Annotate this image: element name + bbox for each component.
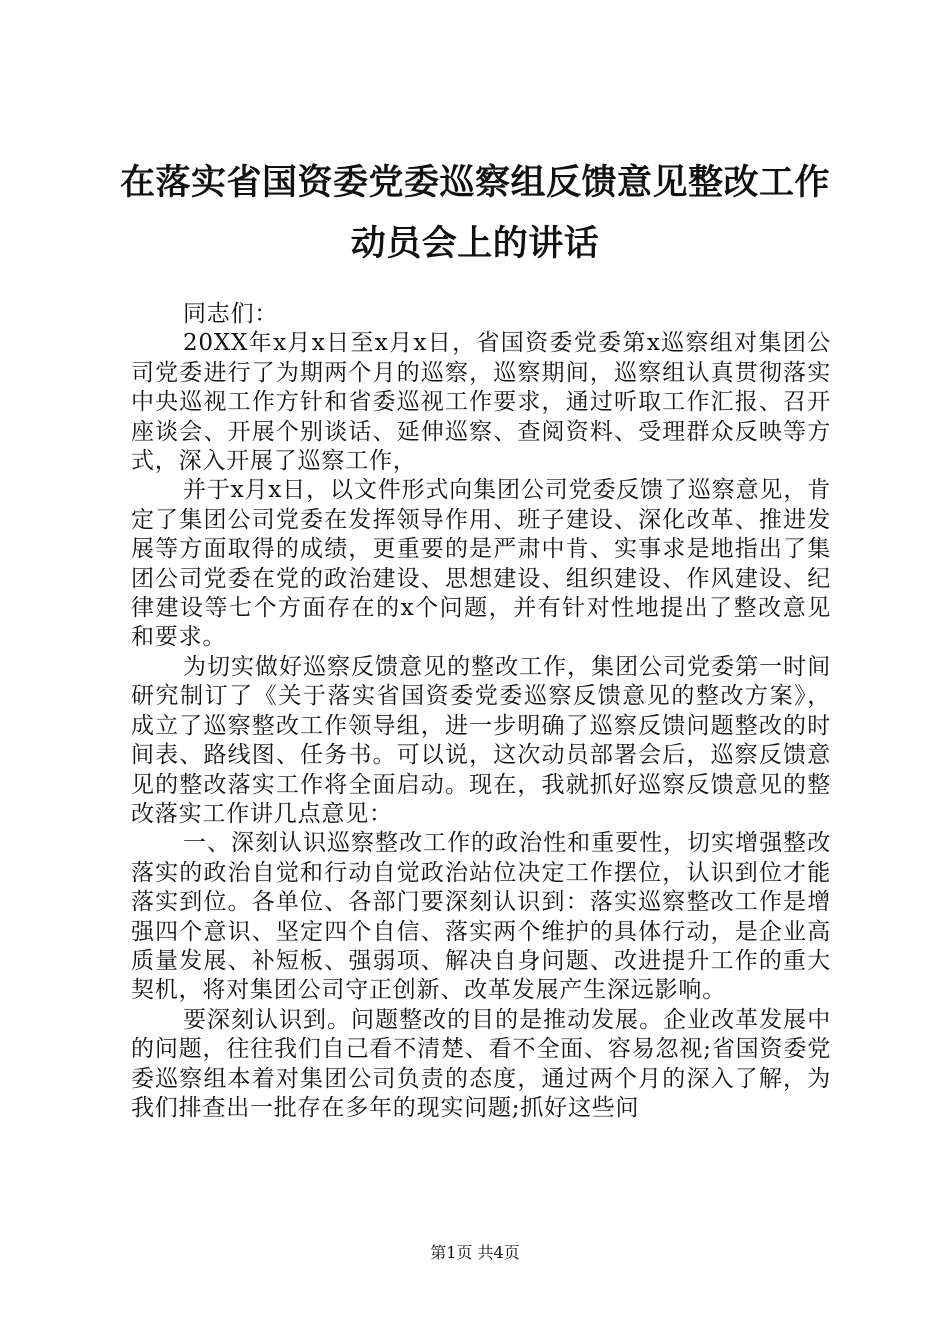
page-footer: 第1页 共4页: [430, 1243, 520, 1262]
paragraph: 要深刻认识到。问题整改的目的是推动发展。企业改革发展中的问题，往往我们自己看不清楚、看不全面、容易忽视;省国资委党委巡察组本着对集团公司负责的态度，通过两个月的深入了解，为我们排查出一批存在多年的现实问题;抓好这些问: [131, 1006, 831, 1121]
paragraph: 20XX年x月x日至x月x日，省国资委党委第x巡察组对集团公司党委进行了为期两个月的巡察，巡察期间，巡察组认真贯彻落实中央巡视工作方针和省委巡视工作要求，通过听取工作汇报、召开座谈会、开展个别谈话、延伸巡察、查阅资料、受理群众反映等方式，深入开展了巡察工作，: [131, 330, 831, 475]
paragraph-salutation: 同志们：: [183, 301, 279, 327]
document-title-line-1: 在落实省国资委党委巡察组反馈意见整改工作: [119, 162, 830, 203]
paragraph: 一、深刻认识巡察整改工作的政治性和重要性，切实增强整改落实的政治自觉和行动自觉政治站位决定工作摆位，认识到位才能落实到位。各单位、各部门要深刻认识到：落实巡察整改工作是增强四个意识、坚定四个自信、落实两个维护的具体行动，是企业高质量发展、补短板、强弱项、解决自身问题、改进提升工作的重大契机，将对集团公司守正创新、改革发展产生深远影响。: [131, 830, 831, 1004]
paragraph: 并于x月x日，以文件形式向集团公司党委反馈了巡察意见，肯定了集团公司党委在发挥领导作用、班子建设、深化改革、推进发展等方面取得的成绩，更重要的是严肃中肯、实事求是地指出了集团公司党委在党的政治建设、思想建设、组织建设、作风建设、纪律建设等七个方面存在的x个问题，并有针对性地提出了整改意见和要求。: [131, 477, 831, 651]
document-title-line-2: 动员会上的讲话: [350, 223, 600, 264]
paragraph: 为切实做好巡察反馈意见的整改工作，集团公司党委第一时间研究制订了《关于落实省国资委党委巡察反馈意见的整改方案》，成立了巡察整改工作领导组，进一步明确了巡察反馈问题整改的时间表、路线图、任务书。可以说，这次动员部署会后，巡察反馈意见的整改落实工作将全面启动。现在，我就抓好巡察反馈意见的整改落实工作讲几点意见：: [131, 653, 831, 827]
document-body: [131, 300, 831, 1123]
